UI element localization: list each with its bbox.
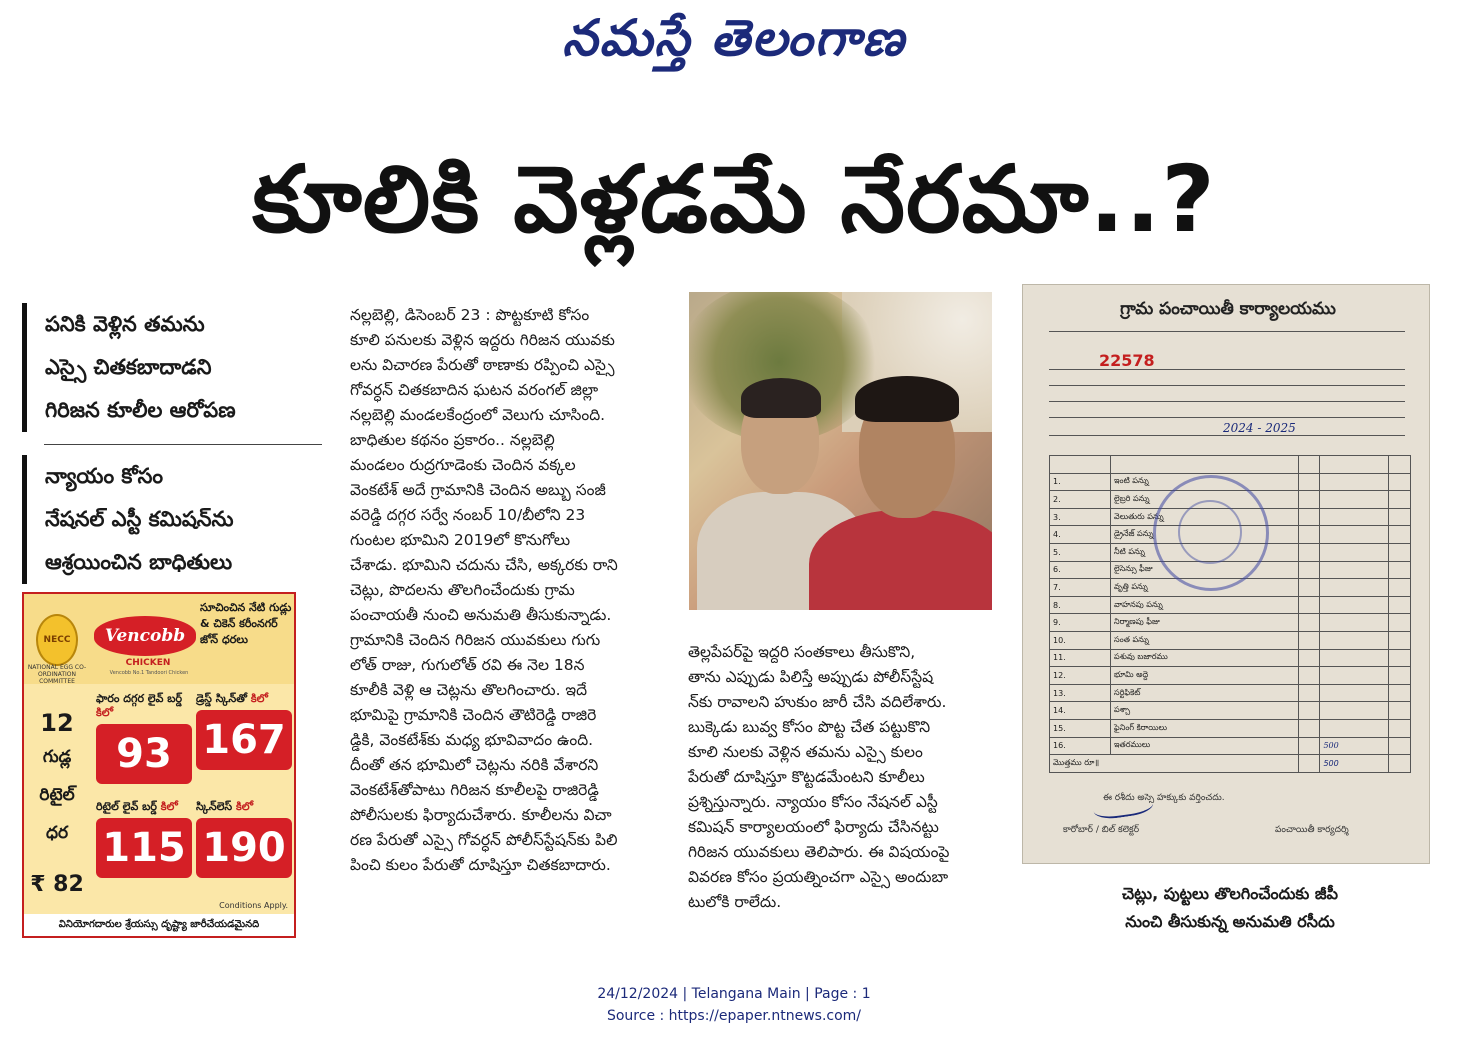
signatory-right: పంచాయితీ కార్యదర్శి: [1275, 825, 1349, 835]
article-line: డ్డికి, వెంకటేశ్‌కు మధ్య భూవివాదం ఉంది.: [350, 731, 594, 749]
article-line: భూమిపై గ్రామానికి చెందిన తౌటిరెడ్డి రాజిరె: [350, 706, 597, 724]
receipt-table-row: 3. వెలుతురు పన్ను: [1050, 508, 1411, 526]
price-cell-farm-live: [96, 692, 192, 792]
receipt-table-row: 7. వృత్తి పన్ను: [1050, 579, 1411, 597]
article-column-2: [688, 640, 994, 915]
article-line: ప్రశ్నిస్తున్నారు. న్యాయం కోసం నేషనల్ ఎస్టీ: [688, 793, 938, 811]
price-label: డ్రెస్డ్ స్కిన్‌తో: [196, 692, 248, 705]
receipt-table-row: 14. పశ్చా: [1050, 702, 1411, 720]
highlight-block-2: [22, 455, 322, 584]
receipt-table-row: 15. ఫైనింగ్ కిరాయిలు: [1050, 719, 1411, 737]
victims-photo: [689, 292, 992, 610]
receipt-year: 2024 - 2025: [1223, 421, 1296, 435]
price-value: 167: [196, 710, 292, 770]
highlight-divider: [44, 444, 322, 445]
article-line: నల్లబెల్లి మండలకేంద్రంలో వెలుగు చూసింది.: [350, 406, 606, 424]
receipt-table-row: 4. డ్రైనేజ్ పన్ను: [1050, 526, 1411, 544]
ad-intro: సూచించిన నేటి గుడ్లు & చికెన్ కరీంనగర్ జోన్ ధరలు: [200, 601, 292, 646]
receipt-table-row: 2. లైబ్రరి పన్ను: [1050, 491, 1411, 509]
article-line: గిరిజన యువకులు తెలిపారు. ఈ విషయంపై: [688, 843, 950, 861]
price-cell-skinless: [196, 800, 292, 900]
price-unit: కిలో: [235, 800, 254, 813]
panchayat-stamp: [1153, 475, 1269, 591]
price-label: ఫారం దగ్గర లైవ్ బర్డ్: [96, 692, 183, 705]
article-line: బాధితుల కథనం ప్రకారం.. నల్లబెల్లి: [350, 431, 555, 449]
necc-logo: NECC: [36, 614, 78, 666]
ad-header: [24, 594, 294, 684]
article-line: తెల్లపేపర్‌పై ఇద్దరి సంతకాలు తీసుకొని,: [688, 643, 916, 661]
receipt-table-row: 9. నిర్మాణపు ఫీజు: [1050, 614, 1411, 632]
article-line: నల్లబెల్లి, డిసెంబర్ 23 : పొట్టకూటి కోసం: [350, 306, 590, 324]
price-cell-retail-live: [96, 800, 192, 900]
headline: కూలికి వెళ్లడమే నేరమా..?: [252, 146, 1216, 253]
article-line: పించి కులం పేరుతో దూషిస్తూ చితకబాదారు.: [350, 856, 611, 874]
article-line: కమిషన్ కార్యాలయంలో ఫిర్యాదు చేసినట్టు: [688, 818, 939, 836]
receipt-table-row: 11. పశువు బజారము: [1050, 649, 1411, 667]
article-column-1: [350, 303, 665, 878]
vencobb-sub: CHICKEN: [125, 658, 171, 668]
page-footer-source: Source : https://epaper.ntnews.com/: [606, 1008, 862, 1024]
highlight-line: పనికి వెళ్లిన తమను: [45, 312, 205, 336]
article-line: చెట్లు, పొదలను తొలగించేందుకు గ్రామ: [350, 581, 575, 599]
article-line: మండలం రుద్రగూడెంకు చెందిన వక్కల: [350, 456, 576, 474]
article-line: బుక్కెడు బువ్వ కోసం పొట్ట చేత పట్టుకొని: [688, 718, 931, 736]
article-line: వెంకటేశ్‌తోపాటు గిరిజన కూలీలపై రాజిరెడ్డి: [350, 781, 599, 799]
photo-caption: [1050, 880, 1410, 936]
necc-full-name: NATIONAL EGG CO-ORDINATION COMMITTEE: [27, 664, 87, 685]
highlight-line: ఆశ్రయించిన బాధితులు: [45, 550, 233, 574]
signatory-left: కారోబార్ / బిల్ కలెక్టర్: [1063, 825, 1140, 835]
article-line: గుంటల భూమిని 2019లో కొనుగోలు: [350, 531, 571, 549]
highlight-line: గిరిజన కూలీల ఆరోపణ: [45, 398, 236, 422]
receipt-table-row: 5. నీటి పన్ను: [1050, 543, 1411, 561]
highlight-block-1: [22, 303, 322, 432]
article-line: లను విచారణ పేరుతో ఠాణాకు రప్పించి ఎస్సై: [350, 356, 615, 374]
egg-count: 12: [40, 709, 74, 737]
masthead-logo: నమస్తే తెలంగాణ: [562, 8, 906, 67]
article-line: చేశాడు. భూమిని చదును చేసి, అక్కరకు రాని: [350, 556, 618, 574]
advertisement: [22, 592, 296, 938]
article-line: కూలి నులకు వెళ్లిన తమను ఎస్సై కులం: [688, 743, 923, 761]
highlight-line: ఎస్సై చితకబాదాడని: [45, 355, 212, 379]
receipt-table-row: 10. సంత పన్ను: [1050, 631, 1411, 649]
receipt-table-row: 13. సర్టిఫికెట్: [1050, 684, 1411, 702]
article-line: గోవర్ధన్ చితకబాదిన ఘటన వరంగల్ జిల్లా: [350, 381, 599, 399]
article-line: టులోకి రాలేదు.: [688, 893, 782, 911]
receipt-table-row: 12. భూమి అద్దె: [1050, 667, 1411, 685]
article-line: వెంకటేశ్ అదే గ్రామానికి చెందిన అబ్బు సంజీ: [350, 481, 606, 499]
vencobb-tagline: Vencobb No.1 Tandoori Chicken: [109, 670, 189, 676]
price-label: స్కిన్‌లెస్: [196, 800, 233, 813]
receipt-table-row: 1. ఇంటి పన్ను: [1050, 473, 1411, 491]
price-value: 190: [196, 818, 292, 878]
highlight-line: నేషనల్ ఎస్టీ కమిషన్‌ను: [45, 507, 234, 531]
ad-footer: వినియోగదారుల శ్రేయస్సు దృష్ట్యా జారీచేయడమైనది: [24, 914, 294, 936]
price-value: 93: [96, 724, 192, 784]
receipt-amount: 500: [1320, 737, 1389, 755]
price-value: 115: [96, 818, 192, 878]
article-line: దీంతో తన భూమిలో చెట్లను నరికి వేశారని: [350, 756, 599, 774]
article-line: గ్రామానికి చెందిన గిరిజన యువకులు గుగు: [350, 631, 601, 649]
article-line: పోలీసులకు ఫిర్యాదుచేశారు. కూలీలను విచా: [350, 806, 612, 824]
article-line: తాను ఎప్పుడు పిలిస్తే అప్పుడు పోలీస్‌స్టేష: [688, 668, 934, 686]
price-word: ధర: [45, 823, 69, 843]
receipt-table-row: 6. లైసెన్సు ఫీజు: [1050, 561, 1411, 579]
egg-price-panel: [24, 690, 90, 910]
caption-line: నుంచి తీసుకున్న అనుమతి రసీదు: [1125, 912, 1335, 931]
caption-line: చెట్లు, పుట్టలు తొలగించేందుకు జీపీ: [1122, 884, 1338, 903]
article-line: లోత్ రాజు, గుగులోత్ రవి ఈ నెల 18న: [350, 656, 585, 674]
price-unit: కిలో: [250, 692, 268, 705]
egg-word: గుడ్ల: [42, 747, 72, 767]
highlight-line: న్యాయం కోసం: [45, 464, 164, 488]
gp-receipt-photo: [1022, 284, 1430, 864]
article-line: పంచాయతీ నుంచి అనుమతి తీసుకున్నాడు.: [350, 606, 612, 624]
article-line: వివరణ కోసం ప్రయత్నించగా ఎస్సై అందుబా: [688, 868, 949, 886]
receipt-number: 22578: [1099, 351, 1155, 370]
article-line: వరెడ్డి దగ్గర సర్వే నంబర్ 10/బీలోని 23: [350, 506, 586, 524]
article-line: రణ పేరుతో ఎస్సై గోవర్ధన్ పోలీస్‌స్టేషన్‌కు పిలి: [350, 831, 618, 849]
receipt-table-header: [1050, 456, 1411, 474]
article-line: కూలి పనులకు వెళ్లిన ఇద్దరు గిరిజన యువకు: [350, 331, 615, 349]
highlights: [22, 303, 322, 596]
signature: [1092, 789, 1155, 821]
price-label: రిటైల్ లైవ్ బర్డ్: [96, 800, 157, 813]
article-line: పేరుతో దూషిస్తూ కొట్టడమేంటని కూలీలు: [688, 768, 925, 786]
receipt-table-row: 8. వాహనపు పన్ను: [1050, 596, 1411, 614]
receipt-title: గ్రామ పంచాయితీ కార్యాలయము: [1120, 299, 1336, 319]
receipt-footer-note: ఈ రశీదు అస్సె హక్కుకు వర్తించదు.: [1103, 793, 1225, 803]
receipt-table-row: 16. ఇతరములు 500: [1050, 737, 1411, 755]
egg-price: ₹ 82: [30, 872, 84, 897]
article-line: కూలీకి వెళ్లి ఆ చెట్లను తొలగించారు. ఇదే: [350, 681, 588, 699]
price-cell-dressed: [196, 692, 292, 792]
conditions-note: Conditions Apply.: [219, 901, 288, 910]
page-footer-date: 24/12/2024 | Telangana Main | Page : 1: [597, 986, 871, 1002]
price-unit: కిలో: [96, 706, 114, 719]
article-line: న్‌కు రావాలని హుకుం జారీ చేసి వదిలేశారు.: [688, 693, 947, 711]
vencobb-logo: Vencobb: [94, 616, 196, 656]
retail-word: రిటైల్: [39, 785, 75, 805]
receipt-total-row: మొత్తము రూ॥ 500: [1050, 755, 1411, 773]
price-unit: కిలో: [160, 800, 178, 813]
